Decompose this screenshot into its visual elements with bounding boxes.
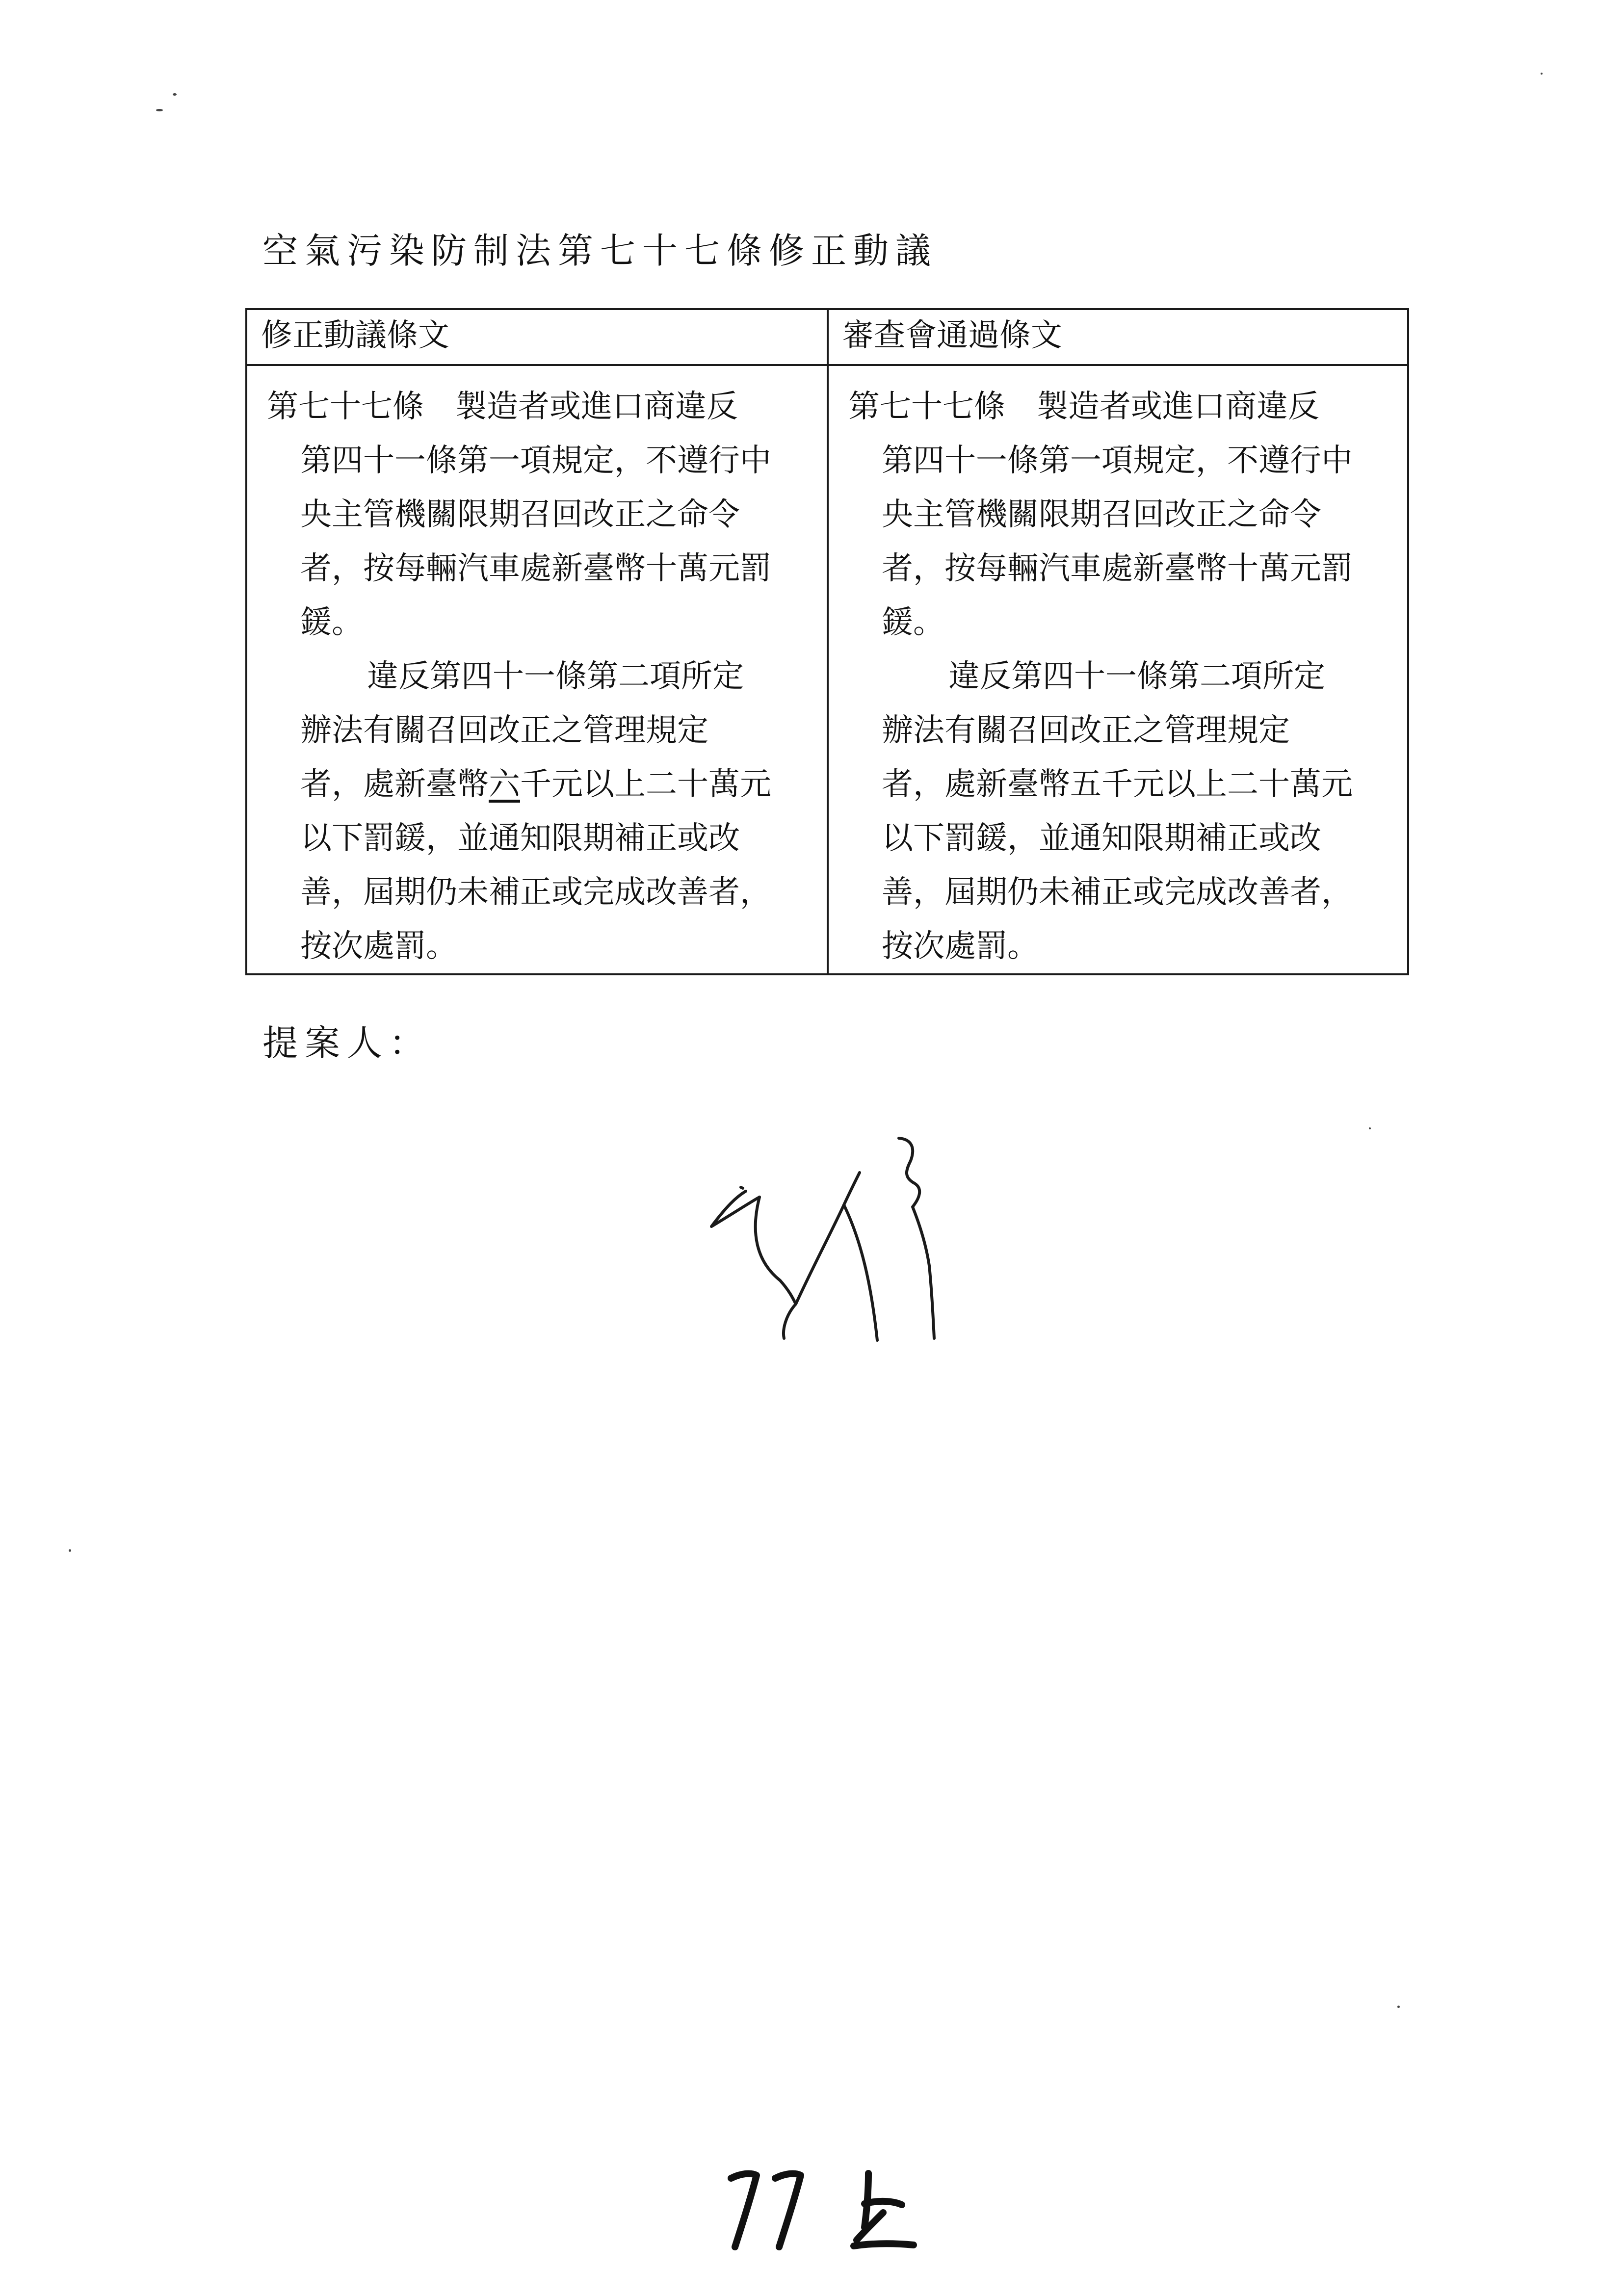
scan-speck: [69, 1549, 71, 1552]
comparison-table: [245, 308, 1409, 975]
scan-speck: [173, 93, 177, 96]
article-heading: [267, 380, 815, 434]
article-line: 善，屆期仍未補正或完成改善者，: [882, 874, 1353, 911]
header-passed-text: 審查會通過條文: [828, 309, 1408, 365]
article-number: 第七十七條: [267, 389, 424, 425]
scan-speck: [1541, 73, 1543, 75]
header-motion-text: 修正動議條文: [246, 309, 828, 365]
proposer-label: 提案人：: [262, 1022, 432, 1064]
article-line: 以下罰鍰，並通知限期補正或改: [882, 820, 1321, 857]
article-heading: [848, 380, 1395, 434]
scan-speck: [156, 109, 163, 111]
article-number: 第七十七條: [848, 389, 1005, 425]
motion-article-cell: [246, 365, 828, 974]
article-line: 鍰。: [300, 604, 363, 641]
scan-speck: [1369, 1127, 1371, 1129]
table-row: [246, 365, 1408, 974]
article-line: 善，屆期仍未補正或完成改善者，: [300, 874, 771, 911]
article-line: 者，按每輛汽車處新臺幣十萬元罰: [300, 550, 771, 587]
article-line: 鍰。: [882, 604, 944, 641]
scan-speck: [1397, 2006, 1400, 2008]
signature-icon: [677, 1119, 1021, 1354]
article-line: 央主管機關限期召回改正之命令: [300, 496, 740, 533]
article-line: 違反第四十一條第二項所定: [948, 658, 1325, 695]
article-line-amended: [267, 757, 815, 811]
article-line: 辦法有關召回改正之管理規定: [882, 712, 1290, 749]
article-line: 者，處新臺幣五千元以上二十萬元: [882, 766, 1353, 803]
article-line: 違反第四十一條第二項所定: [367, 658, 744, 695]
article-line: 第四十一條第一項規定，不遵行中: [300, 443, 771, 479]
article-head-text: 製造者或進口商違反: [455, 389, 738, 425]
page-stamp-icon: [721, 2159, 947, 2257]
article-line: 按次處罰。: [300, 928, 457, 965]
text-before-amendment: 者，處新臺幣: [300, 766, 489, 803]
text-after-amendment: 千元以上二十萬元: [520, 766, 771, 803]
article-line: 央主管機關限期召回改正之命令: [882, 496, 1321, 533]
article-line: 辦法有關召回改正之管理規定: [300, 712, 708, 749]
article-line: 者，按每輛汽車處新臺幣十萬元罰: [882, 550, 1353, 587]
amended-word: 六: [489, 766, 520, 803]
article-line: 第四十一條第一項規定，不遵行中: [882, 443, 1353, 479]
passed-article-cell: [828, 365, 1408, 974]
article-head-text: 製造者或進口商違反: [1037, 389, 1319, 425]
article-line: 按次處罰。: [882, 928, 1039, 965]
table-header-row: [246, 309, 1408, 365]
article-line: 以下罰鍰，並通知限期補正或改: [300, 820, 740, 857]
document-title: 空氣污染防制法第七十七條修正動議: [262, 230, 938, 271]
